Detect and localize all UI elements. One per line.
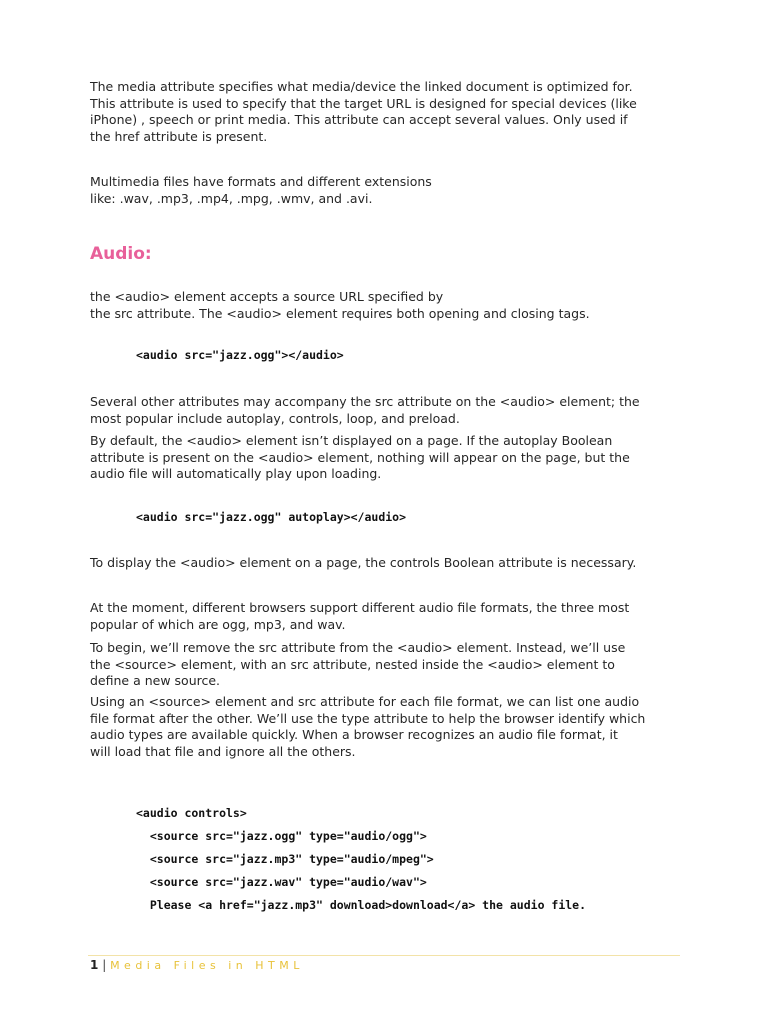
text-line: By default, the <audio> element isn’t displayed on a page. If the autoplay Boolean xyxy=(90,433,613,448)
attributes-paragraph xyxy=(90,394,690,427)
text-line: the src attribute. The <audio> element requires both opening and closing tags. xyxy=(90,305,590,321)
code-example-basic: <audio src="jazz.ogg"></audio> xyxy=(136,348,344,362)
text-line: file format after the other. We’ll use the type attribute to help the browser identify which xyxy=(90,710,646,726)
text-line: To display the <audio> element on a page, the controls Boolean attribute is necessary. xyxy=(90,555,637,570)
text-line: will load that file and ignore all the others. xyxy=(90,743,356,759)
default-display-paragraph xyxy=(90,433,690,483)
text-line: This attribute is used to specify that the target URL is designed for special devices (like xyxy=(90,95,637,111)
text-line: the <audio> element accepts a source URL specified by xyxy=(90,289,444,304)
text-line: like: .wav, .mp3, .mp4, .mpg, .wmv, and .avi. xyxy=(90,190,373,206)
text-line: Several other attributes may accompany the src attribute on the <audio> element; the xyxy=(90,394,640,409)
browsers-paragraph xyxy=(90,600,690,633)
text-line: iPhone) , speech or print media. This attribute can accept several values. Only used if xyxy=(90,112,628,127)
text-line: define a new source. xyxy=(90,673,221,688)
text-line: attribute is present on the <audio> element, nothing will appear on the page, but the xyxy=(90,449,630,465)
intro-paragraph xyxy=(90,79,690,145)
multimedia-paragraph xyxy=(90,174,690,207)
footer-separator: | xyxy=(102,958,107,972)
text-line: popular of which are ogg, mp3, and wav. xyxy=(90,616,346,632)
text-line: The media attribute specifies what media/device the linked document is optimized for. xyxy=(90,79,633,94)
text-line: the <source> element, with an src attribute, nested inside the <audio> element to xyxy=(90,656,615,672)
audio-heading: Audio: xyxy=(90,244,152,264)
text-line: most popular include autoplay, controls, loop, and preload. xyxy=(90,410,460,426)
audio-intro-paragraph xyxy=(90,289,690,322)
code-line-audio-controls: <audio controls> xyxy=(136,806,247,820)
code-line-source-wav: <source src="jazz.wav" type="audio/wav"> xyxy=(136,875,427,889)
page-footer xyxy=(90,958,304,972)
controls-paragraph xyxy=(90,555,690,572)
footer-divider xyxy=(88,955,680,956)
text-line: Multimedia files have formats and different extensions xyxy=(90,174,432,189)
code-line-source-ogg: <source src="jazz.ogg" type="audio/ogg"> xyxy=(136,829,427,843)
text-line: audio file will automatically play upon loading. xyxy=(90,466,382,481)
code-line-fallback: Please <a href="jazz.mp3" download>download</a> the audio file. xyxy=(136,898,587,912)
text-line: To begin, we’ll remove the src attribute from the <audio> element. Instead, we’ll use xyxy=(90,640,626,655)
text-line: audio types are available quickly. When a browser recognizes an audio file format, it xyxy=(90,727,618,742)
text-line: At the moment, different browsers support different audio file formats, the three most xyxy=(90,600,630,615)
text-line: Using an <source> element and src attribute for each file format, we can list one audio xyxy=(90,694,640,709)
begin-paragraph xyxy=(90,640,690,690)
code-example-autoplay: <audio src="jazz.ogg" autoplay></audio> xyxy=(136,510,407,524)
code-line-source-mp3: <source src="jazz.mp3" type="audio/mpeg"> xyxy=(136,852,434,866)
text-line: the href attribute is present. xyxy=(90,128,268,144)
page-number: 1 xyxy=(90,958,99,972)
footer-title: Media Files in HTML xyxy=(110,959,304,972)
source-paragraph xyxy=(90,694,690,760)
